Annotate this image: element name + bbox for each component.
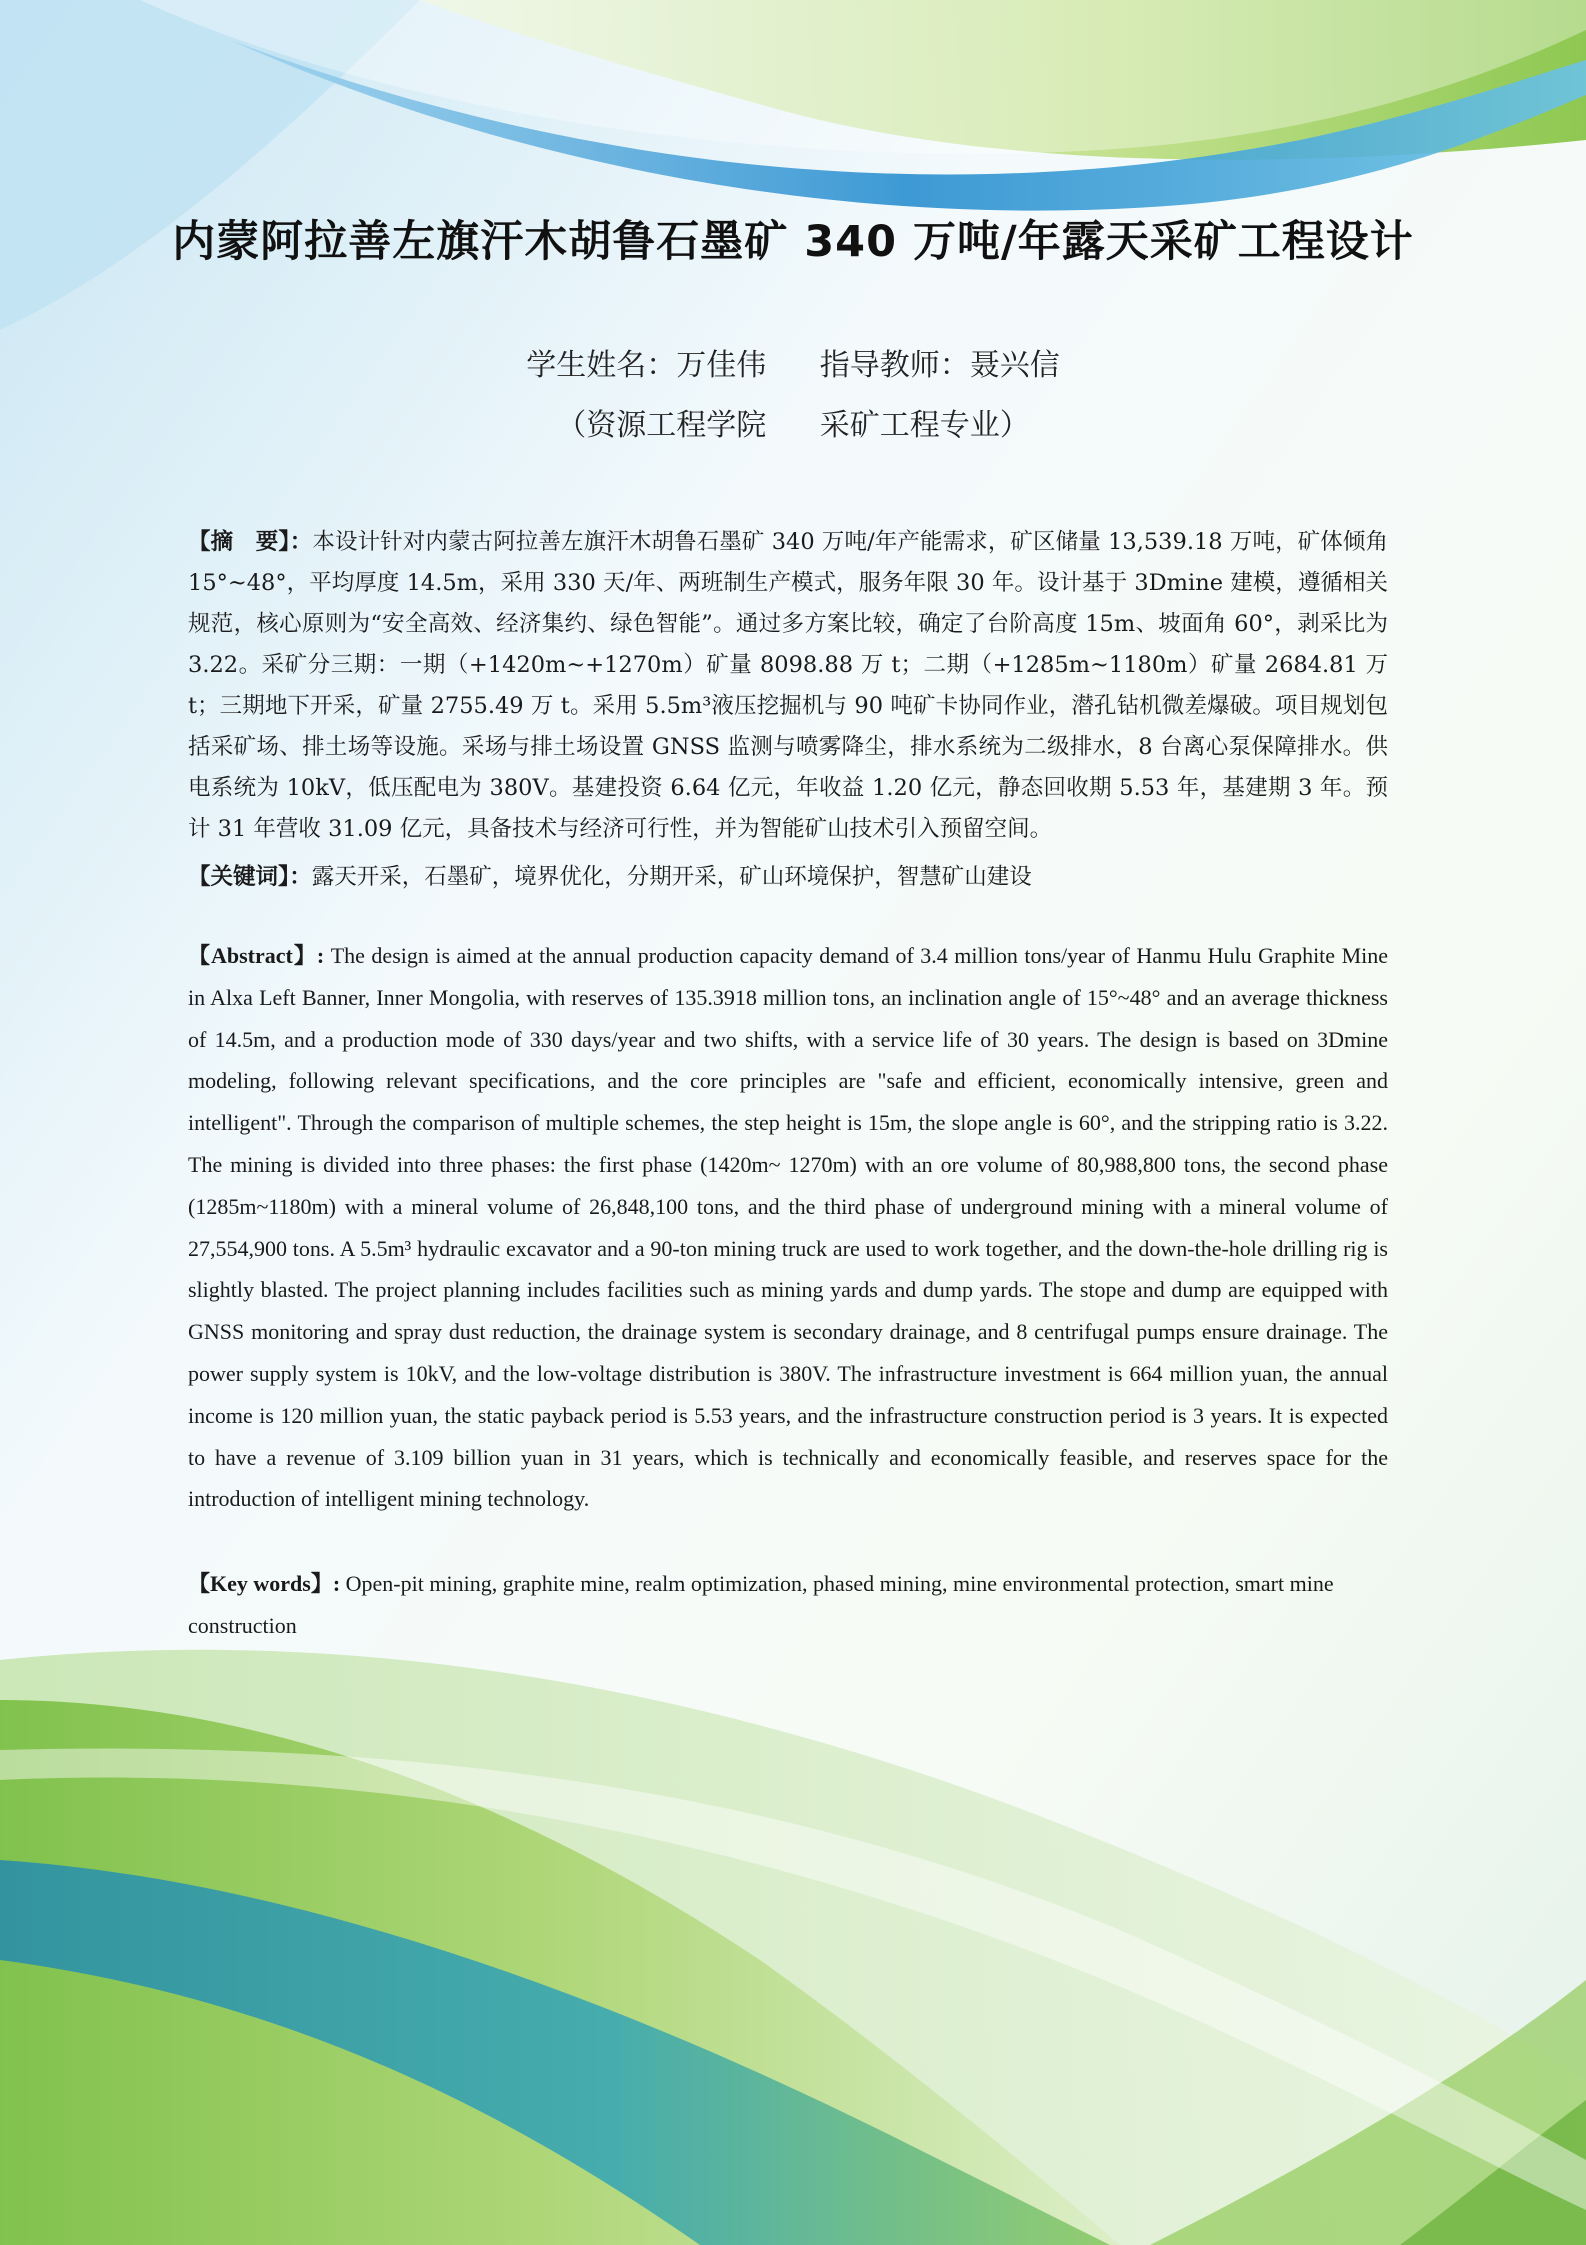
keywords-chinese [188, 857, 1388, 898]
paper-title: 内蒙阿拉善左旗汗木胡鲁石墨矿 340 万吨/年露天采矿工程设计 [172, 217, 1414, 267]
abstract-english-text: The design is aimed at the annual production capacity demand of 3.4 million tons/year of Hanmu Hulu Graphite Mine in Alxa Left Banner, Inner Mongolia, with reserves of 135.3918 million tons, an inclination angle of 15°~48° and an average thickness of 14.5m, and a production mode of 330 days/year and two shifts, with a service life of 30 years. The design is based on 3Dmine modeling, following relevant specifications, and the core principles are "safe and efficient, economically intensive, green and intelligent". Through the comparison of multiple schemes, the step height is 15m, the slope angle is 60°, and the stripping ratio is 3.22. The mining is divided into three phases: the first phase (1420m~ 1270m) with an ore volume of 80,988,800 tons, the second phase (1285m~1180m) with a mineral volume of 26,848,100 tons, and the third phase of underground mining with a mineral volume of 27,554,900 tons. A 5.5m³ hydraulic excavator and a 90-ton mining truck are used to work together, and the down-the-hole drilling rig is slightly blasted. The project planning includes facilities such as mining yards and dump yards. The stope and dump are equipped with GNSS monitoring and spray dust reduction, the drainage system is secondary drainage, and 8 centrifugal pumps ensure drainage. The power supply system is 10kV, and the low-voltage distribution is 380V. The infrastructure investment is 664 million yuan, the annual income is 120 million yuan, the static payback period is 5.53 years, and the infrastructure construction period is 3 years. It is expected to have a revenue of 3.109 billion yuan in 31 years, which is technically and economically feasible, and reserves space for the introduction of intelligent mining technology. [188, 943, 1389, 1512]
advisor-name: 指导教师：聂兴信 [819, 348, 1060, 383]
author-line [0, 340, 1586, 384]
school-name: （资源工程学院 [556, 408, 767, 443]
abstract-chinese-text: 本设计针对内蒙古阿拉善左旗汗木胡鲁石墨矿 340 万吨/年产能需求，矿区储量 13,539.18 万吨，矿体倾角 15°~48°，平均厚度 14.5m，采用 330 天/年、两班制生产模式，服务年限 30 年。设计基于 3Dmine 建模，遵循相关规范，核心原则为“安全高效、经济集约、绿色智能”。通过多方案比较，确定了台阶高度 15m、坡面角 60°，剥采比为 3.22。采矿分三期：一期（+1420m~+1270m）矿量 8098.88 万 t；二期（+1285m~1180m）矿量 2684.81 万 t；三期地下开采，矿量 2755.49 万 t。采用 5.5m³液压挖掘机与 90 吨矿卡协同作业，潜孔钻机微差爆破。项目规划包括采矿场、排土场等设施。采场与排土场设置 GNSS 监测与喷雾降尘，排水系统为二级排水，8 台离心泵保障排水。供电系统为 10kV，低压配电为 380V。基建投资 6.64 亿元，年收益 1.20 亿元，静态回收期 5.53 年，基建期 3 年。预计 31 年营收 31.09 亿元，具备技术与经济可行性，并为智能矿山技术引入预留空间。 [188, 529, 1388, 842]
abstract-english [188, 935, 1388, 1520]
keywords-english [188, 1563, 1388, 1647]
affiliation-line [0, 400, 1586, 444]
abstract-english-label: 【Abstract】: [188, 943, 325, 968]
abstract-chinese [188, 522, 1388, 850]
student-name: 学生姓名：万佳伟 [526, 348, 767, 383]
major-name: 采矿工程专业） [819, 408, 1030, 443]
keywords-english-label: 【Key words】: [188, 1571, 341, 1596]
keywords-english-text: Open-pit mining, graphite mine, realm optimization, phased mining, mine environmental protection, smart mine construction [188, 1571, 1334, 1638]
abstract-chinese-label: 【摘 要】： [188, 529, 313, 555]
keywords-chinese-text: 露天开采，石墨矿，境界优化，分期开采，矿山环境保护，智慧矿山建设 [311, 864, 1032, 890]
keywords-chinese-label: 【关键词】： [188, 864, 312, 890]
